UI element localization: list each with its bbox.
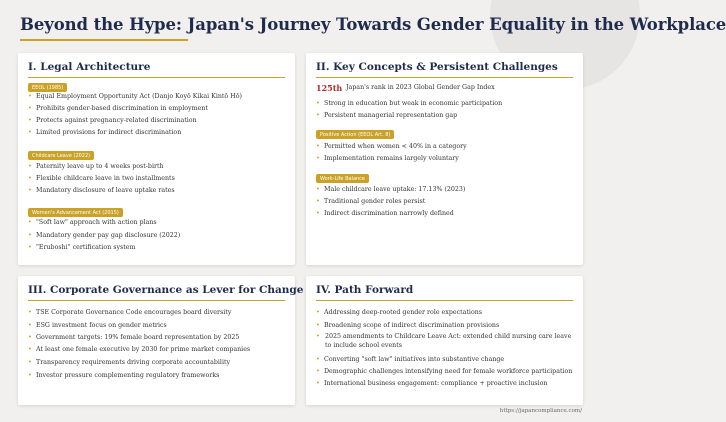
list-item: • Persistent managerial representation gap bbox=[316, 112, 458, 119]
list-item: • Indirect discrimination narrowly defined bbox=[316, 210, 454, 217]
list-item: • Investor pressure complementing regulatory frameworks bbox=[28, 372, 220, 379]
list-item: • ESG investment focus on gender metrics bbox=[28, 322, 167, 329]
list-item: • Prohibits gender-based discrimination in employment bbox=[28, 105, 208, 112]
list-item: • Equal Employment Opportunity Act (Danjo Koyō Kikai Kintō Hō) bbox=[28, 93, 242, 100]
list-item: • Permitted when women < 40% in a category bbox=[316, 143, 467, 150]
list-item: • Transparency requirements driving corporate accountability bbox=[28, 359, 231, 366]
list-item: • Government targets: 19% female board representation by 2025 bbox=[28, 334, 240, 341]
womens-advancement-badge: Women's Advancement Act (2015) bbox=[28, 208, 123, 217]
list-item: • Mandatory disclosure of leave uptake rates bbox=[28, 187, 175, 194]
legal-architecture-card bbox=[18, 53, 295, 265]
list-item: • TSE Corporate Governance Code encourages board diversity bbox=[28, 309, 232, 316]
list-item: • Demographic challenges intensifying need for female workforce participation bbox=[316, 368, 573, 375]
positive-action-badge: Positive Action (EEOL Art. 8) bbox=[316, 130, 394, 139]
list-item: • International business engagement: compliance + proactive inclusion bbox=[316, 380, 548, 387]
title-underline bbox=[20, 39, 188, 41]
list-item: • Mandatory gender pay gap disclosure (2022) bbox=[28, 232, 181, 239]
list-item: • Limited provisions for indirect discrimination bbox=[28, 129, 182, 136]
list-item: • Implementation remains largely voluntary bbox=[316, 155, 459, 162]
page-title: Beyond the Hype: Japan's Journey Towards Gender Equality in the Workplace bbox=[20, 15, 726, 34]
list-item: • "Soft law" approach with action plans bbox=[28, 219, 157, 226]
card-heading: I. Legal Architecture bbox=[28, 61, 285, 78]
footer-link[interactable]: https://japancompliance.com/ bbox=[499, 408, 582, 414]
gender-gap-rank-label: Japan's rank in 2023 Global Gender Gap Index bbox=[346, 84, 495, 91]
list-item: • Converting "soft law" initiatives into substantive change bbox=[316, 356, 505, 363]
path-forward-card bbox=[306, 276, 583, 405]
key-concepts-card bbox=[306, 53, 583, 265]
card-heading: IV. Path Forward bbox=[316, 284, 573, 301]
list-item: • 2025 amendments to Childcare Leave Act: extended child nursing care leave to include school events bbox=[316, 333, 572, 349]
card-heading: II. Key Concepts & Persistent Challenges bbox=[316, 61, 573, 78]
list-item: • Addressing deep-rooted gender role expectations bbox=[316, 309, 483, 316]
card-heading: III. Corporate Governance as Lever for Change bbox=[28, 284, 285, 301]
childcare-leave-badge: Childcare Leave (2022) bbox=[28, 151, 94, 160]
list-item: • Male childcare leave uptake: 17.13% (2023) bbox=[316, 186, 466, 193]
gender-gap-rank: 125th bbox=[316, 83, 343, 93]
corporate-governance-card bbox=[18, 276, 304, 405]
list-item: • Flexible childcare leave in two installments bbox=[28, 175, 175, 182]
list-item: • Broadening scope of indirect discrimination provisions bbox=[316, 322, 500, 329]
list-item: • "Eruboshi" certification system bbox=[28, 244, 136, 251]
work-life-balance-badge: Work-Life Balance bbox=[316, 174, 369, 183]
list-item: • Strong in education but weak in economic participation bbox=[316, 100, 503, 107]
list-item: • Traditional gender roles persist bbox=[316, 198, 426, 205]
list-item: • Paternity leave up to 4 weeks post-birth bbox=[28, 163, 164, 170]
eeol-badge: EEOL (1985) bbox=[28, 83, 67, 92]
list-item: • At least one female executive by 2030 for prime market companies bbox=[28, 346, 251, 353]
list-item: • Protects against pregnancy-related discrimination bbox=[28, 117, 197, 124]
